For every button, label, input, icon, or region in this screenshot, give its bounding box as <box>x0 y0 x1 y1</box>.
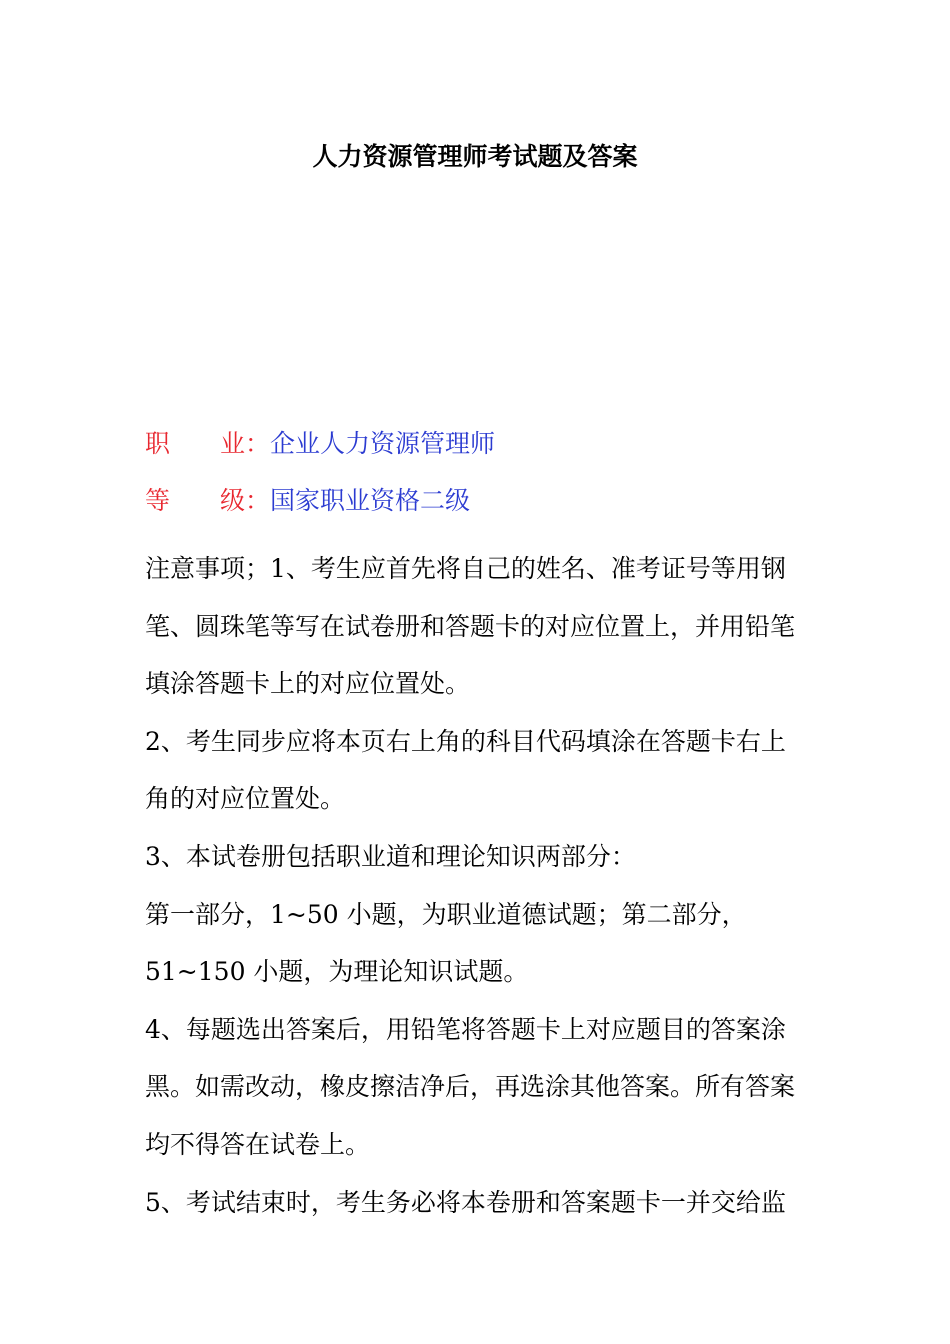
instruction-paragraph-3: 3、本试卷册包括职业道和理论知识两部分： <box>145 841 636 871</box>
meta-occupation-value: 企业人力资源管理师 <box>270 429 496 458</box>
instructions-body <box>145 540 805 1231</box>
meta-occupation-label-b: 业： <box>220 429 271 458</box>
document-title: 人力资源管理师考试题及答案 <box>312 142 638 171</box>
meta-level-label-b: 级： <box>220 486 271 515</box>
meta-occupation <box>145 426 495 462</box>
instruction-paragraph-5: 5、考试结束时，考生务必将本卷册和答案题卡一并交给监 <box>145 1187 786 1217</box>
instruction-paragraph-3b: 51~150 小题，为理论知识试题。 <box>145 957 529 987</box>
meta-level-value: 国家职业资格二级 <box>270 486 471 515</box>
meta-level-label-a: 等 <box>145 486 171 515</box>
instruction-paragraph-4: 4、每题选出答案后，用铅笔将答题卡上对应题目的答案涂黑。如需改动，橡皮擦洁净后，再选涂其他答案。所有答案均不得答在试卷上。 <box>145 1014 796 1159</box>
instruction-paragraph-1: 注意事项；1、考生应首先将自己的姓名、准考证号等用钢笔、圆珠笔等写在试卷册和答题卡的对应位置上，并用铅笔填涂答题卡上的对应位置处。 <box>145 554 796 699</box>
meta-occupation-label-a: 职 <box>145 429 171 458</box>
instruction-paragraph-3a: 第一部分，1~50 小题，为职业道德试题；第二部分， <box>145 899 747 929</box>
meta-level <box>145 483 470 519</box>
instruction-paragraph-2: 2、考生同步应将本页右上角的科目代码填涂在答题卡右上角的对应位置处。 <box>145 726 786 814</box>
